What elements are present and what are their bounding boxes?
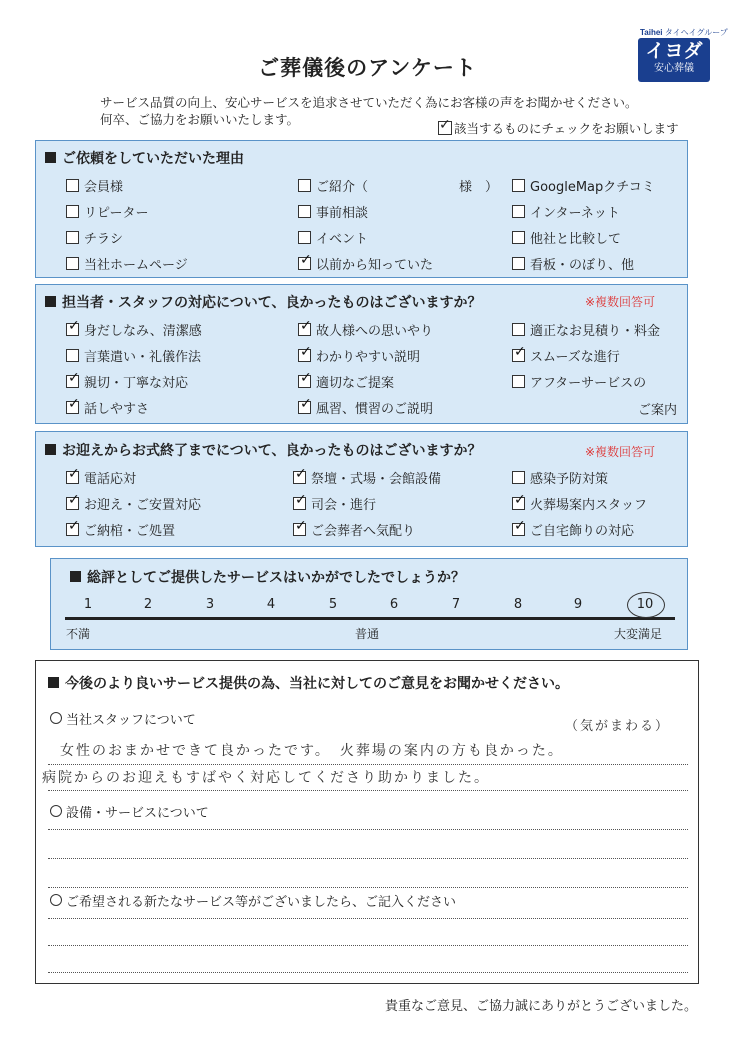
section-staff-title: 担当者・スタッフの対応について、良かったものはございますか？ (45, 292, 481, 312)
brand-top-line: Taihei タイヘイグループ (640, 28, 728, 37)
reason-option[interactable] (298, 202, 368, 221)
check-instruction: ✓該当するものにチェックをお願いします (438, 119, 679, 137)
rating-6[interactable]: 6 (389, 597, 399, 612)
staff-option[interactable] (66, 320, 202, 339)
comments-title: 今後のより良いサービス提供の為、当社に対してのご意見をお聞かせください。 (48, 673, 569, 693)
answer-line[interactable] (48, 887, 688, 888)
option-label: 会員様 (84, 180, 124, 195)
option-label: ご紹介（ 様 ） (316, 180, 499, 195)
ceremony-option[interactable] (512, 494, 647, 513)
staff-option[interactable] (66, 372, 188, 391)
option-label: 祭壇・式場・会館設備 (311, 472, 442, 487)
rating-8[interactable]: 8 (513, 597, 523, 612)
circle-bullet-icon (50, 805, 62, 817)
checkbox[interactable] (512, 497, 525, 510)
option-label: 以前から知っていた (316, 258, 434, 273)
checkbox[interactable] (512, 523, 525, 536)
checkbox[interactable] (512, 375, 525, 388)
checkbox[interactable] (512, 205, 525, 218)
option-label: 火葬場案内スタッフ (530, 498, 648, 513)
reason-option[interactable] (512, 202, 620, 221)
section-reason-title: ご依頼をしていただいた理由 (45, 148, 244, 168)
footer-thanks: 貴重なご意見、ご協力誠にありがとうございました。 (384, 999, 697, 1014)
circle-bullet-icon (50, 894, 62, 906)
option-label: 感染予防対策 (530, 472, 609, 487)
option-label: リピーター (84, 206, 149, 221)
rating-2[interactable]: 2 (143, 597, 153, 612)
checkbox[interactable] (66, 471, 79, 484)
option-label: 電話応対 (84, 472, 137, 487)
rating-4[interactable]: 4 (266, 597, 276, 612)
checkbox[interactable] (293, 471, 306, 484)
option-label: 適正なお見積り・料金 (530, 324, 661, 339)
checkbox[interactable] (66, 231, 79, 244)
staff-option[interactable] (298, 346, 420, 365)
staff-option[interactable] (66, 346, 201, 365)
checkbox[interactable] (293, 497, 306, 510)
option-label: アフターサービスの (530, 376, 647, 391)
checkbox[interactable] (512, 179, 525, 192)
page-title: ご葬儀後のアンケート (258, 56, 477, 80)
rating-mid-label: 普通 (355, 627, 380, 641)
checkbox[interactable] (298, 323, 311, 336)
checkbox[interactable] (66, 523, 79, 536)
handwritten-note: （気がまわる） (565, 719, 671, 734)
checkbox[interactable] (298, 257, 311, 270)
checkbox[interactable] (66, 205, 79, 218)
option-label: お迎え・ご安置対応 (84, 498, 202, 513)
reason-option[interactable] (512, 176, 655, 195)
circle-bullet-icon (50, 712, 62, 724)
rating-7[interactable]: 7 (451, 597, 461, 612)
checkbox[interactable] (512, 471, 525, 484)
option-label: 親切・丁寧な対応 (84, 376, 189, 391)
reason-option[interactable] (298, 254, 433, 273)
reason-option[interactable] (66, 228, 123, 247)
rating-1[interactable]: 1 (83, 597, 93, 612)
staff-option[interactable] (512, 372, 646, 391)
checkbox[interactable] (66, 257, 79, 270)
option-label: インターネット (530, 206, 620, 221)
rating-10[interactable]: 10 (636, 597, 654, 612)
checkbox[interactable] (298, 349, 311, 362)
option-label: ご納棺・ご処置 (84, 524, 176, 539)
checkbox[interactable] (66, 375, 79, 388)
ceremony-option[interactable] (66, 468, 136, 487)
logo-sub-text: 安心葬儀 (654, 63, 694, 74)
reason-option[interactable] (66, 254, 188, 273)
option-label: GoogleMapクチコミ (530, 180, 655, 195)
staff-option[interactable] (298, 398, 433, 417)
checkbox[interactable] (293, 523, 306, 536)
option-label: 他社と比較して (530, 232, 622, 247)
checkbox[interactable] (512, 231, 525, 244)
checkbox[interactable] (298, 401, 311, 414)
option-continuation: ご案内 (638, 403, 678, 418)
checkbox[interactable] (298, 179, 311, 192)
reason-option[interactable] (512, 228, 621, 247)
option-label: わかりやすい説明 (316, 350, 421, 365)
option-label: 話しやすさ (84, 402, 150, 417)
staff-option[interactable] (512, 346, 620, 365)
option-label: ご自宅飾りの対応 (530, 524, 635, 539)
option-label: 当社ホームページ (84, 258, 188, 273)
answer-line[interactable] (48, 945, 688, 946)
answer-line[interactable] (48, 829, 688, 830)
reason-option[interactable] (298, 176, 498, 195)
ceremony-option[interactable] (293, 520, 415, 539)
option-label: イベント (316, 232, 369, 247)
rating-low-label: 不満 (66, 627, 91, 641)
ceremony-option[interactable] (293, 468, 441, 487)
option-label: 適切なご提案 (316, 376, 395, 391)
staff-option[interactable] (298, 320, 433, 339)
option-label: 司会・進行 (311, 498, 377, 513)
answer-line[interactable] (48, 918, 688, 919)
option-label: 事前相談 (316, 206, 369, 221)
checkbox[interactable] (66, 179, 79, 192)
reason-option[interactable] (512, 254, 634, 273)
checkbox[interactable] (66, 497, 79, 510)
checkbox[interactable] (66, 401, 79, 414)
checkbox[interactable] (512, 323, 525, 336)
staff-option[interactable] (66, 398, 149, 417)
section-ceremony-title: お迎えからお式終了までについて、良かったものはございますか？ (45, 440, 481, 460)
answer-line[interactable] (48, 972, 688, 973)
staff-option[interactable] (512, 320, 660, 339)
section-overall-title: 総評としてご提供したサービスはいかがでしたでしょうか？ (70, 567, 465, 587)
staff-option[interactable] (298, 372, 394, 391)
option-label: 看板・のぼり、他 (530, 258, 635, 273)
rating-3[interactable]: 3 (205, 597, 215, 612)
rating-high-label: 大変満足 (614, 627, 663, 641)
option-label: ご会葬者へ気配り (311, 524, 416, 539)
intro-text: サービス品質の向上、安心サービスを追求させていただく為にお客様の声をお聞かせください。 何卒、ご協力をお願いいたします。 (100, 95, 638, 127)
logo-main-text: イヨダ (645, 40, 703, 62)
ceremony-option[interactable] (66, 520, 175, 539)
multiple-answer-note: ※複数回答可 (585, 445, 656, 459)
question-staff: 当社スタッフについて (50, 709, 196, 728)
selected-rating-circle (627, 592, 665, 618)
option-label: 身だしなみ、清潔感 (84, 324, 202, 339)
option-label: 故人様への思いやり (316, 324, 434, 339)
handwritten-answer-line2: 病院からのお迎えもすばやく対応してくださり助かりました。 (42, 770, 490, 786)
checkbox[interactable] (512, 349, 525, 362)
rating-scale-line (65, 617, 675, 620)
rating-9[interactable]: 9 (573, 597, 583, 612)
checkbox[interactable] (298, 375, 311, 388)
option-label: 風習、慣習のご説明 (316, 402, 434, 417)
multiple-answer-note: ※複数回答可 (585, 295, 656, 309)
answer-line[interactable] (48, 858, 688, 859)
checkbox[interactable] (66, 349, 79, 362)
option-label: 言葉遣い・礼儀作法 (84, 350, 202, 365)
checkbox[interactable] (298, 231, 311, 244)
reason-option[interactable] (66, 202, 148, 221)
checkbox[interactable] (298, 205, 311, 218)
ceremony-option[interactable] (293, 494, 376, 513)
rating-5[interactable]: 5 (328, 597, 338, 612)
handwritten-answer-line1: 女性のおまかせできて良かったです。 火葬場の案内の方も良かった。 (60, 743, 564, 759)
question-facilities: 設備・サービスについて (50, 802, 209, 821)
option-label: スムーズな進行 (530, 350, 620, 365)
option-label: チラシ (84, 232, 124, 247)
reason-option[interactable] (298, 228, 368, 247)
ceremony-option[interactable] (512, 468, 608, 487)
checkbox[interactable] (512, 257, 525, 270)
question-new-services: ご希望される新たなサービス等がございましたら、ご記入ください (50, 891, 456, 910)
checkmark-icon (438, 121, 452, 135)
ceremony-option[interactable] (66, 494, 201, 513)
ceremony-option[interactable] (512, 520, 634, 539)
reason-option[interactable] (66, 176, 123, 195)
checkbox[interactable] (66, 323, 79, 336)
